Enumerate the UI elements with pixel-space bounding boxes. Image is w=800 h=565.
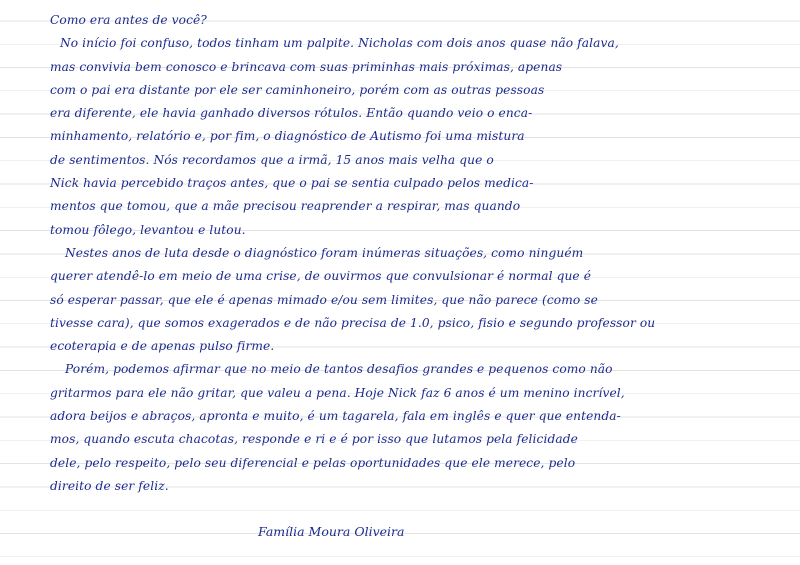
letter-line: No início foi confuso, todos tinham um palpite. Nicholas com dois anos quase não falava, xyxy=(60,36,619,51)
letter-line: Porém, podemos afirmar que no meio de tantos desafios grandes e pequenos como não xyxy=(65,362,613,377)
letter-line: querer atendê-lo em meio de uma crise, de ouvirmos que convulsionar é normal que é xyxy=(50,269,592,284)
letter-line: com o pai era distante por ele ser caminhoneiro, porém com as outras pessoas xyxy=(50,82,545,97)
letter-line: tomou fôlego, levantou e lutou. xyxy=(50,222,246,237)
letter-line: era diferente, ele havia ganhado diversos rótulos. Então quando veio o enca- xyxy=(50,106,533,121)
letter-line: de sentimentos. Nós recordamos que a irmã, 15 anos mais velha que o xyxy=(50,152,494,167)
letter-line: direito de ser feliz. xyxy=(50,478,169,493)
letter-line: gritarmos para ele não gritar, que valeu a pena. Hoje Nick faz 6 anos é um menino incrível, xyxy=(50,385,625,400)
letter-line: tivesse cara), que somos exagerados e de não precisa de 1.0, psico, fisio e segundo professor ou xyxy=(50,315,656,330)
letter-line: Nestes anos de luta desde o diagnóstico foram inúmeras situações, como ninguém xyxy=(65,245,584,260)
letter-line: mas convivia bem conosco e brincava com suas priminhas mais próximas, apenas xyxy=(50,59,563,74)
letter-line: adora beijos e abraços, apronta e muito, é um tagarela, fala em inglês e quer que entenda- xyxy=(50,409,621,424)
letter-line: mentos que tomou, que a mãe precisou reaprender a respirar, mas quando xyxy=(50,199,521,214)
letter-line: minhamento, relatório e, por fim, o diagnóstico de Autismo foi uma mistura xyxy=(50,129,525,144)
letter-line: Nick havia percebido traços antes, que o pai se sentia culpado pelos medica- xyxy=(50,176,534,191)
handwritten-letter xyxy=(50,9,772,498)
letter-line: só esperar passar, que ele é apenas mimado e/ou sem limites, que não parece (como se xyxy=(50,292,598,307)
letter-line: mos, quando escuta chacotas, responde e ri e é por isso que lutamos pela felicidade xyxy=(50,432,578,447)
letter-signature: Família Moura Oliveira xyxy=(258,524,405,539)
letter-heading: Como era antes de você? xyxy=(50,13,207,27)
letter-line: ecoterapia e de apenas pulso firme. xyxy=(50,339,275,354)
letter-line: dele, pelo respeito, pelo seu diferencial e pelas oportunidades que ele merece, pelo xyxy=(50,455,576,470)
